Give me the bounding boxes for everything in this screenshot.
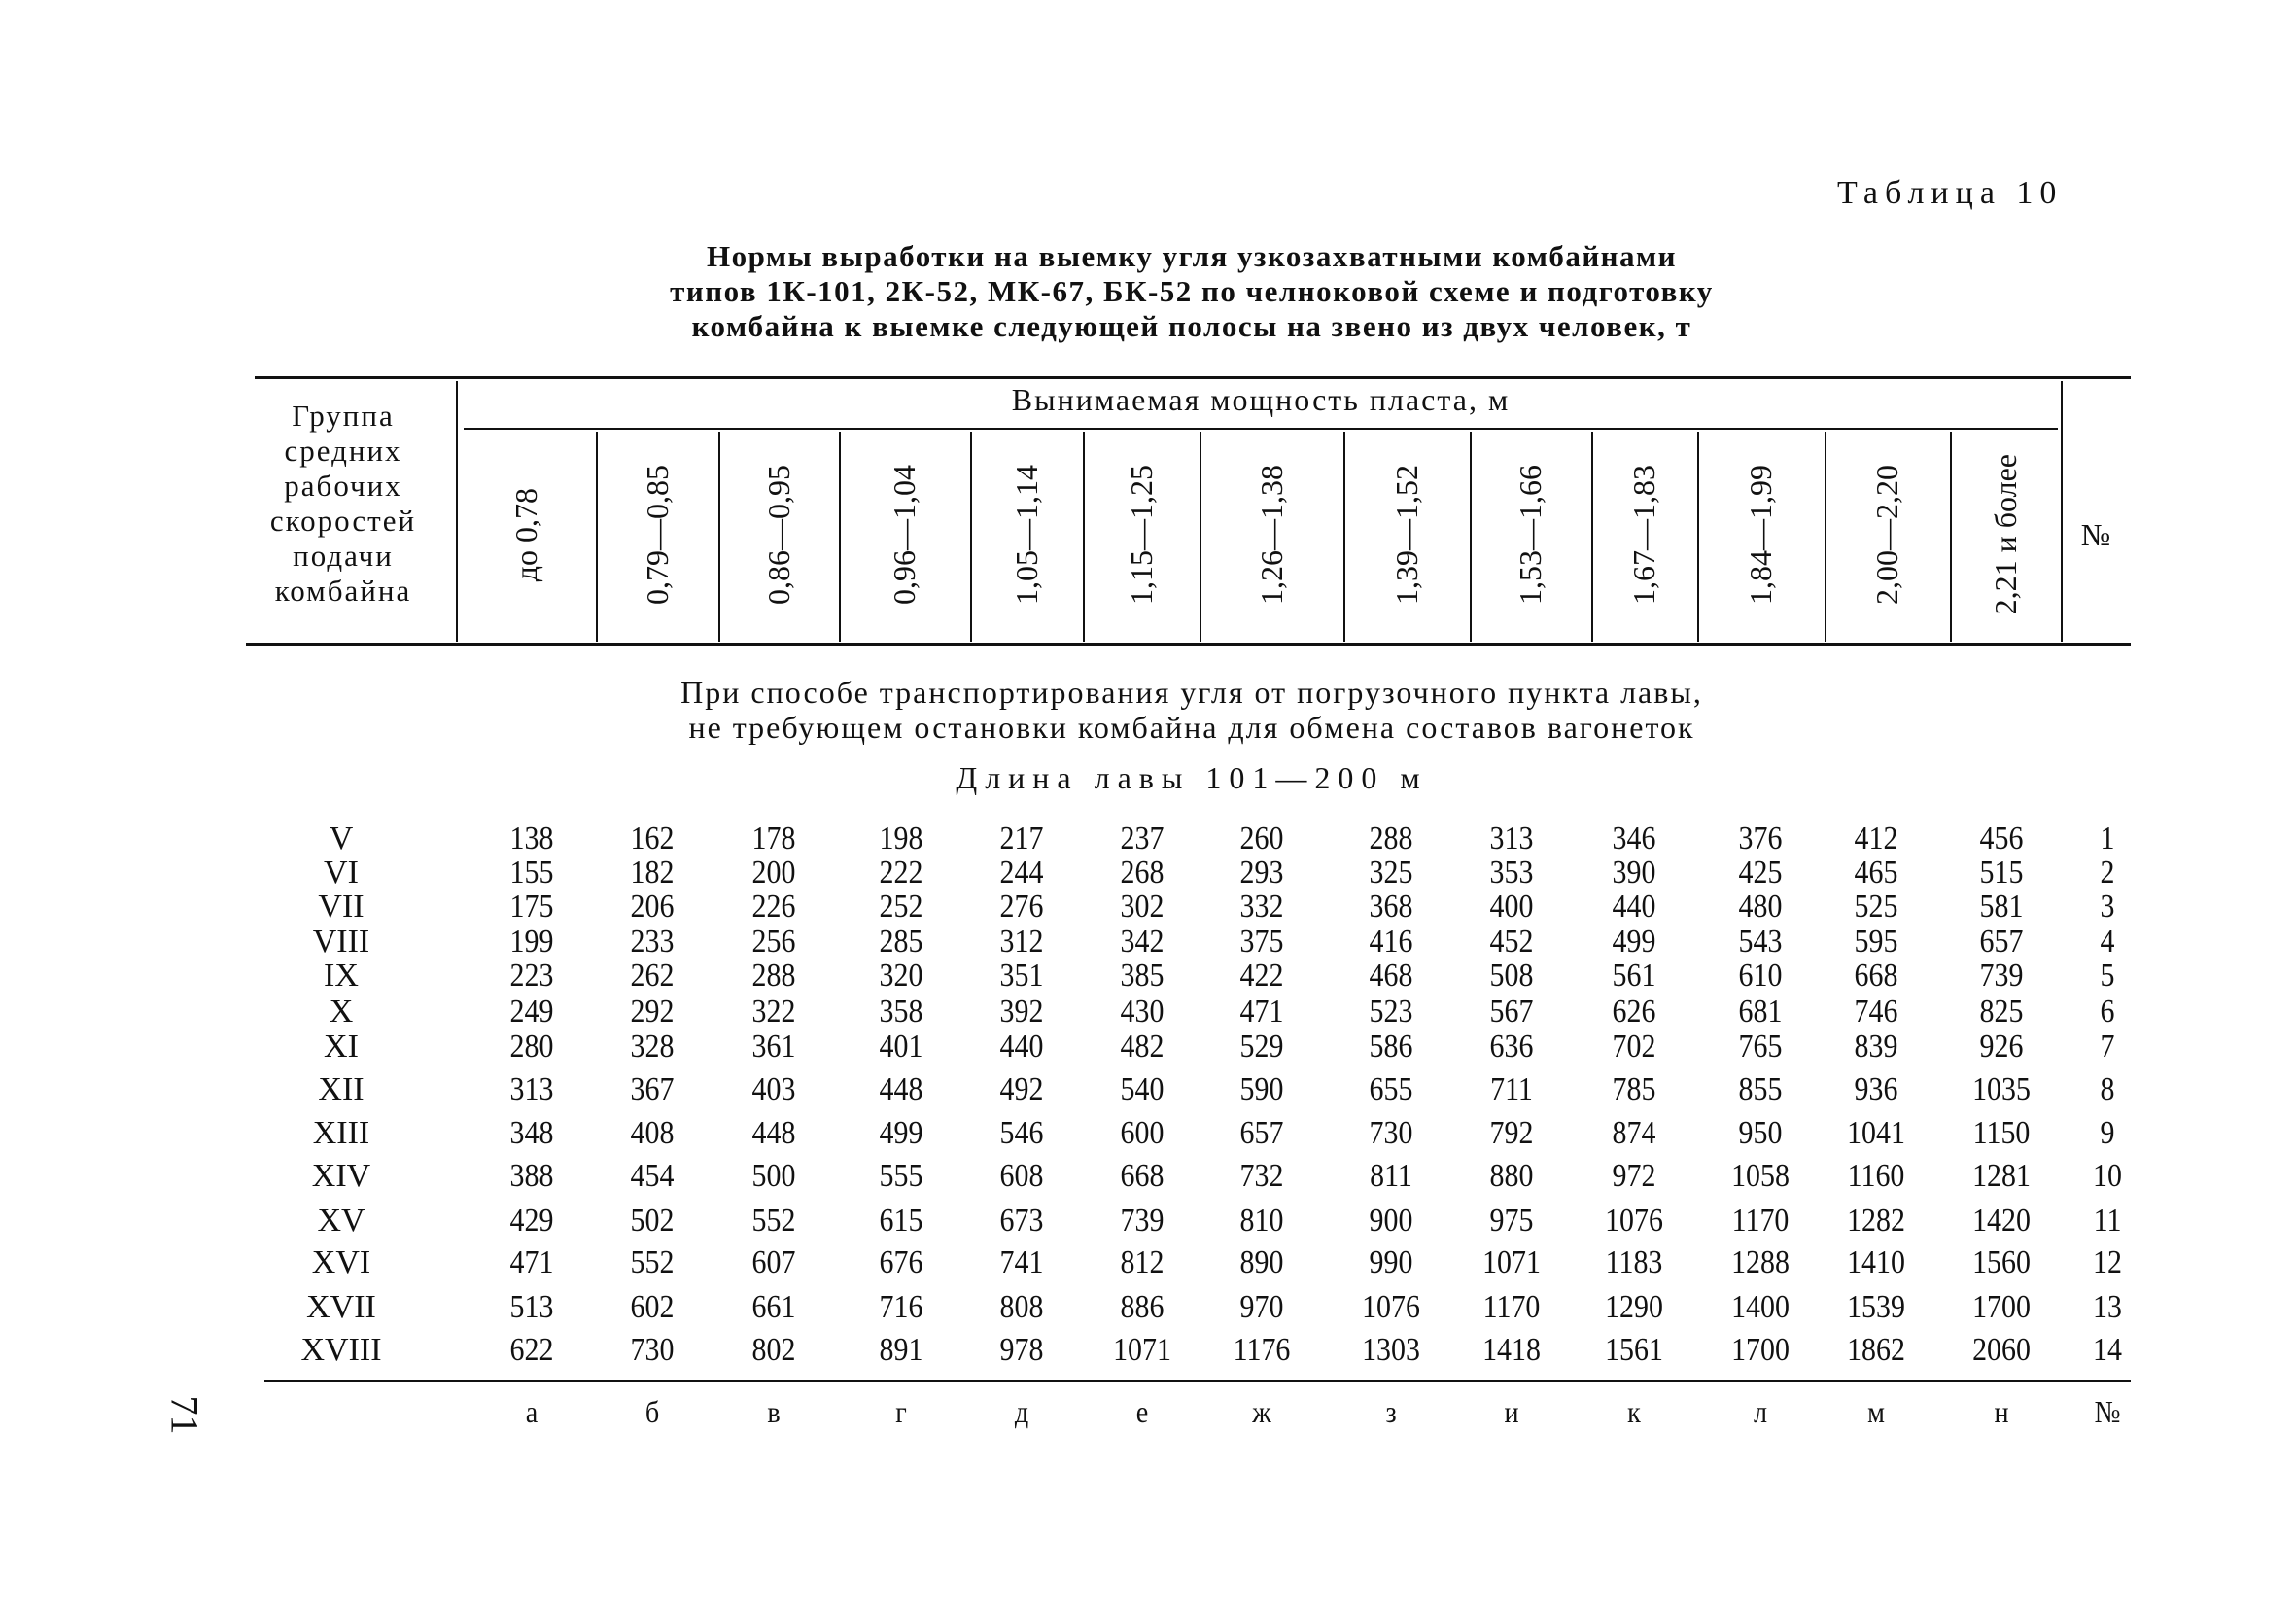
column-divider <box>839 432 841 642</box>
table-cell: 1410 <box>1847 1244 1905 1280</box>
page-number: 71 <box>162 1395 207 1435</box>
table-cell: 256 <box>751 924 796 960</box>
column-letter: к <box>1627 1394 1641 1429</box>
column-header <box>1343 432 1470 638</box>
row-group: XVIII <box>300 1332 382 1368</box>
row-number: 7 <box>2100 1029 2115 1065</box>
row-group: X <box>329 994 354 1030</box>
table-cell: 244 <box>999 855 1044 891</box>
table-cell: 595 <box>1854 924 1898 960</box>
column-letter: г <box>895 1394 907 1429</box>
table-cell: 1420 <box>1972 1203 2031 1239</box>
table-cell: 348 <box>509 1115 554 1151</box>
length-label: Длина лавы 101—200 м <box>956 760 1428 795</box>
row-group: XIII <box>312 1115 370 1151</box>
table-cell: 198 <box>879 821 923 856</box>
table-cell: 657 <box>1979 924 2024 960</box>
column-header <box>718 432 839 638</box>
table-cell: 970 <box>1239 1289 1284 1325</box>
row-number: 14 <box>2093 1332 2122 1368</box>
table-cell: 492 <box>999 1071 1044 1107</box>
table-cell: 175 <box>509 889 554 925</box>
column-header-label: 1,15—1,25 <box>1123 465 1159 605</box>
table-cell: 293 <box>1239 855 1284 891</box>
column-header <box>839 432 970 638</box>
table-cell: 280 <box>509 1029 554 1065</box>
table-cell: 1076 <box>1362 1289 1420 1325</box>
table-cell: 328 <box>630 1029 675 1065</box>
table-cell: 456 <box>1979 821 2024 856</box>
table-cell: 615 <box>879 1203 923 1239</box>
table-cell: 471 <box>509 1244 554 1280</box>
table-cell: 358 <box>879 994 923 1030</box>
table-cell: 353 <box>1489 855 1534 891</box>
table-cell: 262 <box>630 958 675 994</box>
row-group: XVI <box>311 1244 371 1280</box>
table-cell: 730 <box>630 1332 675 1368</box>
column-header <box>596 432 718 638</box>
table-cell: 1176 <box>1233 1332 1291 1368</box>
table-cell: 891 <box>879 1332 923 1368</box>
table-cell: 440 <box>999 1029 1044 1065</box>
table-cell: 361 <box>751 1029 796 1065</box>
column-header-label: 2,21 и более <box>1987 454 2023 615</box>
table-cell: 739 <box>1120 1203 1165 1239</box>
table-cell: 540 <box>1120 1071 1165 1107</box>
table-cell: 500 <box>751 1158 796 1194</box>
table-cell: 325 <box>1369 855 1413 891</box>
table-cell: 523 <box>1369 994 1413 1030</box>
table-cell: 367 <box>630 1071 675 1107</box>
column-header-label: 0,86—0,95 <box>760 465 796 605</box>
column-header <box>1083 432 1200 638</box>
table-cell: 546 <box>999 1115 1044 1151</box>
table-cell: 525 <box>1854 889 1898 925</box>
table-cell: 567 <box>1489 994 1534 1030</box>
table-cell: 730 <box>1369 1115 1413 1151</box>
table-cell: 610 <box>1738 958 1783 994</box>
column-letter: з <box>1385 1394 1397 1429</box>
table-cell: 454 <box>630 1158 675 1194</box>
table-title-line-2: типов 1К-101, 2К-52, МК-67, БК-52 по челноковой схеме и подготовку <box>670 274 1714 308</box>
table-cell: 810 <box>1239 1203 1284 1239</box>
table-cell: 1183 <box>1605 1244 1663 1280</box>
table-cell: 1281 <box>1972 1158 2031 1194</box>
table-cell: 313 <box>509 1071 554 1107</box>
table-cell: 552 <box>751 1203 796 1239</box>
table-cell: 342 <box>1120 924 1165 960</box>
table-cell: 711 <box>1490 1071 1533 1107</box>
table-cell: 586 <box>1369 1029 1413 1065</box>
table-cell: 839 <box>1854 1029 1898 1065</box>
table-cell: 233 <box>630 924 675 960</box>
table-cell: 1071 <box>1113 1332 1171 1368</box>
column-header <box>456 432 596 638</box>
table-cell: 412 <box>1854 821 1898 856</box>
table-title-line-3: комбайна к выемке следующей полосы на звено из двух человек, т <box>691 309 1692 343</box>
column-letter: в <box>767 1394 781 1429</box>
column-header <box>1825 432 1950 638</box>
table-cell: 607 <box>751 1244 796 1280</box>
table-cell: 636 <box>1489 1029 1534 1065</box>
column-header-label: 0,79—0,85 <box>639 465 675 605</box>
column-letter: л <box>1753 1394 1768 1429</box>
table-cell: 1288 <box>1731 1244 1790 1280</box>
table-cell: 448 <box>751 1115 796 1151</box>
table-cell: 392 <box>999 994 1044 1030</box>
column-letter: и <box>1504 1394 1519 1429</box>
table-cell: 515 <box>1979 855 2024 891</box>
table-cell: 268 <box>1120 855 1165 891</box>
table-cell: 765 <box>1738 1029 1783 1065</box>
table-cell: 288 <box>751 958 796 994</box>
row-group: XII <box>318 1071 365 1107</box>
table-cell: 1170 <box>1731 1203 1790 1239</box>
column-header <box>1697 432 1825 638</box>
column-divider <box>1343 432 1345 642</box>
table-cell: 1539 <box>1847 1289 1905 1325</box>
table-cell: 855 <box>1738 1071 1783 1107</box>
table-cell: 401 <box>879 1029 923 1065</box>
row-group: VIII <box>312 924 370 960</box>
table-cell: 313 <box>1489 821 1534 856</box>
table-cell: 249 <box>509 994 554 1030</box>
table-cell: 1303 <box>1362 1332 1420 1368</box>
column-header <box>1200 432 1343 638</box>
table-cell: 1035 <box>1972 1071 2031 1107</box>
table-cell: 1700 <box>1972 1289 2031 1325</box>
table-cell: 890 <box>1239 1244 1284 1280</box>
column-header-label: 0,96—1,04 <box>887 465 922 605</box>
table-cell: 452 <box>1489 924 1534 960</box>
column-header <box>1950 432 2061 638</box>
table-cell: 880 <box>1489 1158 1534 1194</box>
table-cell: 502 <box>630 1203 675 1239</box>
top-rule <box>255 376 2131 379</box>
table-number-label: Таблица 10 <box>1837 175 2064 211</box>
table-cell: 346 <box>1612 821 1656 856</box>
row-group: XVII <box>306 1289 376 1325</box>
column-group-header: Вынимаемая мощность пласта, м <box>1011 382 1511 417</box>
row-number: 11 <box>2093 1203 2122 1239</box>
table-cell: 252 <box>879 889 923 925</box>
table-cell: 622 <box>509 1332 554 1368</box>
row-number: 10 <box>2093 1158 2122 1194</box>
table-cell: 1862 <box>1847 1332 1905 1368</box>
table-cell: 351 <box>999 958 1044 994</box>
table-cell: 1150 <box>1972 1115 2031 1151</box>
table-cell: 811 <box>1370 1158 1412 1194</box>
bottom-rule <box>264 1380 2131 1382</box>
column-divider <box>596 432 598 642</box>
row-group: IX <box>324 958 359 994</box>
table-cell: 661 <box>751 1289 796 1325</box>
table-cell: 260 <box>1239 821 1284 856</box>
table-cell: 376 <box>1738 821 1783 856</box>
table-cell: 936 <box>1854 1071 1898 1107</box>
header-bottom-rule <box>246 643 2131 646</box>
column-divider <box>1591 432 1593 642</box>
section-line-2: не требующем остановки комбайна для обмена составов вагонеток <box>688 710 1695 745</box>
column-divider <box>1950 432 1952 642</box>
table-cell: 1058 <box>1731 1158 1790 1194</box>
row-number: 8 <box>2100 1071 2115 1107</box>
table-cell: 1561 <box>1605 1332 1663 1368</box>
table-cell: 390 <box>1612 855 1656 891</box>
table-cell: 1560 <box>1972 1244 2031 1280</box>
table-cell: 155 <box>509 855 554 891</box>
table-cell: 1400 <box>1731 1289 1790 1325</box>
column-header <box>1470 432 1591 638</box>
table-cell: 732 <box>1239 1158 1284 1194</box>
table-cell: 802 <box>751 1332 796 1368</box>
table-cell: 874 <box>1612 1115 1656 1151</box>
table-cell: 1418 <box>1482 1332 1541 1368</box>
table-cell: 322 <box>751 994 796 1030</box>
row-group: XI <box>324 1029 359 1065</box>
table-cell: 1170 <box>1482 1289 1541 1325</box>
table-cell: 448 <box>879 1071 923 1107</box>
table-cell: 430 <box>1120 994 1165 1030</box>
table-cell: 668 <box>1854 958 1898 994</box>
row-group: XIV <box>311 1158 371 1194</box>
table-cell: 162 <box>630 821 675 856</box>
table-cell: 385 <box>1120 958 1165 994</box>
table-cell: 200 <box>751 855 796 891</box>
column-divider <box>1083 432 1085 642</box>
table-cell: 388 <box>509 1158 554 1194</box>
table-cell: 429 <box>509 1203 554 1239</box>
table-cell: 312 <box>999 924 1044 960</box>
column-header-label: до 0,78 <box>507 487 543 582</box>
table-cell: 626 <box>1612 994 1656 1030</box>
column-header-label: 1,05—1,14 <box>1008 465 1044 605</box>
table-cell: 552 <box>630 1244 675 1280</box>
column-header-label: 1,26—1,38 <box>1253 465 1289 605</box>
table-cell: 182 <box>630 855 675 891</box>
table-cell: 1076 <box>1605 1203 1663 1239</box>
table-cell: 403 <box>751 1071 796 1107</box>
table-cell: 237 <box>1120 821 1165 856</box>
no-column-header <box>2061 432 2131 638</box>
table-cell: 676 <box>879 1244 923 1280</box>
table-cell: 440 <box>1612 889 1656 925</box>
table-cell: 900 <box>1369 1203 1413 1239</box>
table-cell: 2060 <box>1972 1332 2031 1368</box>
column-header <box>1591 432 1697 638</box>
table-cell: 972 <box>1612 1158 1656 1194</box>
column-letter: д <box>1014 1394 1029 1429</box>
table-title-line-1: Нормы выработки на выемку угля узкозахватными комбайнами <box>706 239 1678 273</box>
column-letter: б <box>644 1394 660 1429</box>
table-cell: 217 <box>999 821 1044 856</box>
table-cell: 508 <box>1489 958 1534 994</box>
column-header-label: 1,39—1,52 <box>1388 465 1424 605</box>
row-group: VII <box>318 889 365 925</box>
column-letter: а <box>525 1394 539 1429</box>
table-cell: 408 <box>630 1115 675 1151</box>
table-cell: 1290 <box>1605 1289 1663 1325</box>
column-header-label: 1,84—1,99 <box>1743 465 1778 605</box>
no-column-label: № <box>2080 516 2111 552</box>
row-group: VI <box>324 855 359 891</box>
row-number: 2 <box>2100 855 2115 891</box>
letters-no-label: № <box>2094 1394 2121 1429</box>
table-cell: 785 <box>1612 1071 1656 1107</box>
row-number: 5 <box>2100 958 2115 994</box>
table-cell: 499 <box>879 1115 923 1151</box>
table-cell: 1041 <box>1847 1115 1905 1151</box>
table-cell: 975 <box>1489 1203 1534 1239</box>
row-number: 4 <box>2100 924 2115 960</box>
table-cell: 561 <box>1612 958 1656 994</box>
table-cell: 499 <box>1612 924 1656 960</box>
table-cell: 178 <box>751 821 796 856</box>
table-cell: 673 <box>999 1203 1044 1239</box>
table-cell: 480 <box>1738 889 1783 925</box>
table-cell: 471 <box>1239 994 1284 1030</box>
table-cell: 741 <box>999 1244 1044 1280</box>
table-cell: 590 <box>1239 1071 1284 1107</box>
table-cell: 1282 <box>1847 1203 1905 1239</box>
row-number: 13 <box>2093 1289 2122 1325</box>
table-cell: 543 <box>1738 924 1783 960</box>
table-cell: 655 <box>1369 1071 1413 1107</box>
table-cell: 746 <box>1854 994 1898 1030</box>
row-group: XV <box>317 1203 365 1239</box>
table-cell: 222 <box>879 855 923 891</box>
column-letter: ж <box>1252 1394 1271 1429</box>
row-number: 1 <box>2100 821 2115 856</box>
row-number: 9 <box>2100 1115 2115 1151</box>
section-line-1: При способе транспортирования угля от погрузочного пункта лавы, <box>680 675 1703 710</box>
table-cell: 600 <box>1120 1115 1165 1151</box>
column-divider <box>1825 432 1826 642</box>
column-header-label: 1,67—1,83 <box>1626 465 1661 605</box>
table-cell: 950 <box>1738 1115 1783 1151</box>
table-cell: 465 <box>1854 855 1898 891</box>
table-cell: 825 <box>1979 994 2024 1030</box>
table-cell: 581 <box>1979 889 2024 925</box>
table-cell: 400 <box>1489 889 1534 925</box>
table-cell: 288 <box>1369 821 1413 856</box>
table-cell: 226 <box>751 889 796 925</box>
table-cell: 716 <box>879 1289 923 1325</box>
row-group: V <box>329 821 354 856</box>
table-cell: 702 <box>1612 1029 1656 1065</box>
table-cell: 332 <box>1239 889 1284 925</box>
table-cell: 808 <box>999 1289 1044 1325</box>
table-cell: 681 <box>1738 994 1783 1030</box>
table-cell: 513 <box>509 1289 554 1325</box>
table-cell: 416 <box>1369 924 1413 960</box>
table-cell: 206 <box>630 889 675 925</box>
table-cell: 886 <box>1120 1289 1165 1325</box>
table-cell: 276 <box>999 889 1044 925</box>
row-number: 12 <box>2093 1244 2122 1280</box>
table-cell: 739 <box>1979 958 2024 994</box>
table-cell: 555 <box>879 1158 923 1194</box>
column-header <box>970 432 1083 638</box>
table-cell: 926 <box>1979 1029 2024 1065</box>
table-cell: 285 <box>879 924 923 960</box>
column-divider <box>1470 432 1472 642</box>
row-number: 3 <box>2100 889 2115 925</box>
column-divider <box>970 432 972 642</box>
column-letter: н <box>1994 1394 2009 1429</box>
column-letter: м <box>1867 1394 1885 1429</box>
column-letter: е <box>1135 1394 1149 1429</box>
table-cell: 223 <box>509 958 554 994</box>
table-cell: 422 <box>1239 958 1284 994</box>
table-cell: 657 <box>1239 1115 1284 1151</box>
column-header-label: 1,53—1,66 <box>1513 465 1548 605</box>
table-cell: 375 <box>1239 924 1284 960</box>
table-cell: 302 <box>1120 889 1165 925</box>
table-cell: 1700 <box>1731 1332 1790 1368</box>
table-cell: 812 <box>1120 1244 1165 1280</box>
table-cell: 320 <box>879 958 923 994</box>
column-divider <box>1200 432 1201 642</box>
table-cell: 602 <box>630 1289 675 1325</box>
group-header-rule <box>464 428 2058 430</box>
row-number: 6 <box>2100 994 2115 1030</box>
table-cell: 199 <box>509 924 554 960</box>
row-group-header: Группа средних рабочих скоростей подачи комбайна <box>269 399 417 608</box>
table-cell: 978 <box>999 1332 1044 1368</box>
column-divider <box>1697 432 1699 642</box>
table-cell: 990 <box>1369 1244 1413 1280</box>
table-cell: 292 <box>630 994 675 1030</box>
table-cell: 1071 <box>1482 1244 1541 1280</box>
table-cell: 1160 <box>1847 1158 1905 1194</box>
column-divider <box>718 432 720 642</box>
table-cell: 668 <box>1120 1158 1165 1194</box>
table-cell: 482 <box>1120 1029 1165 1065</box>
table-cell: 608 <box>999 1158 1044 1194</box>
column-header-label: 2,00—2,20 <box>1869 465 1904 605</box>
table-cell: 529 <box>1239 1029 1284 1065</box>
table-cell: 425 <box>1738 855 1783 891</box>
table-cell: 792 <box>1489 1115 1534 1151</box>
table-cell: 138 <box>509 821 554 856</box>
table-cell: 468 <box>1369 958 1413 994</box>
table-cell: 368 <box>1369 889 1413 925</box>
